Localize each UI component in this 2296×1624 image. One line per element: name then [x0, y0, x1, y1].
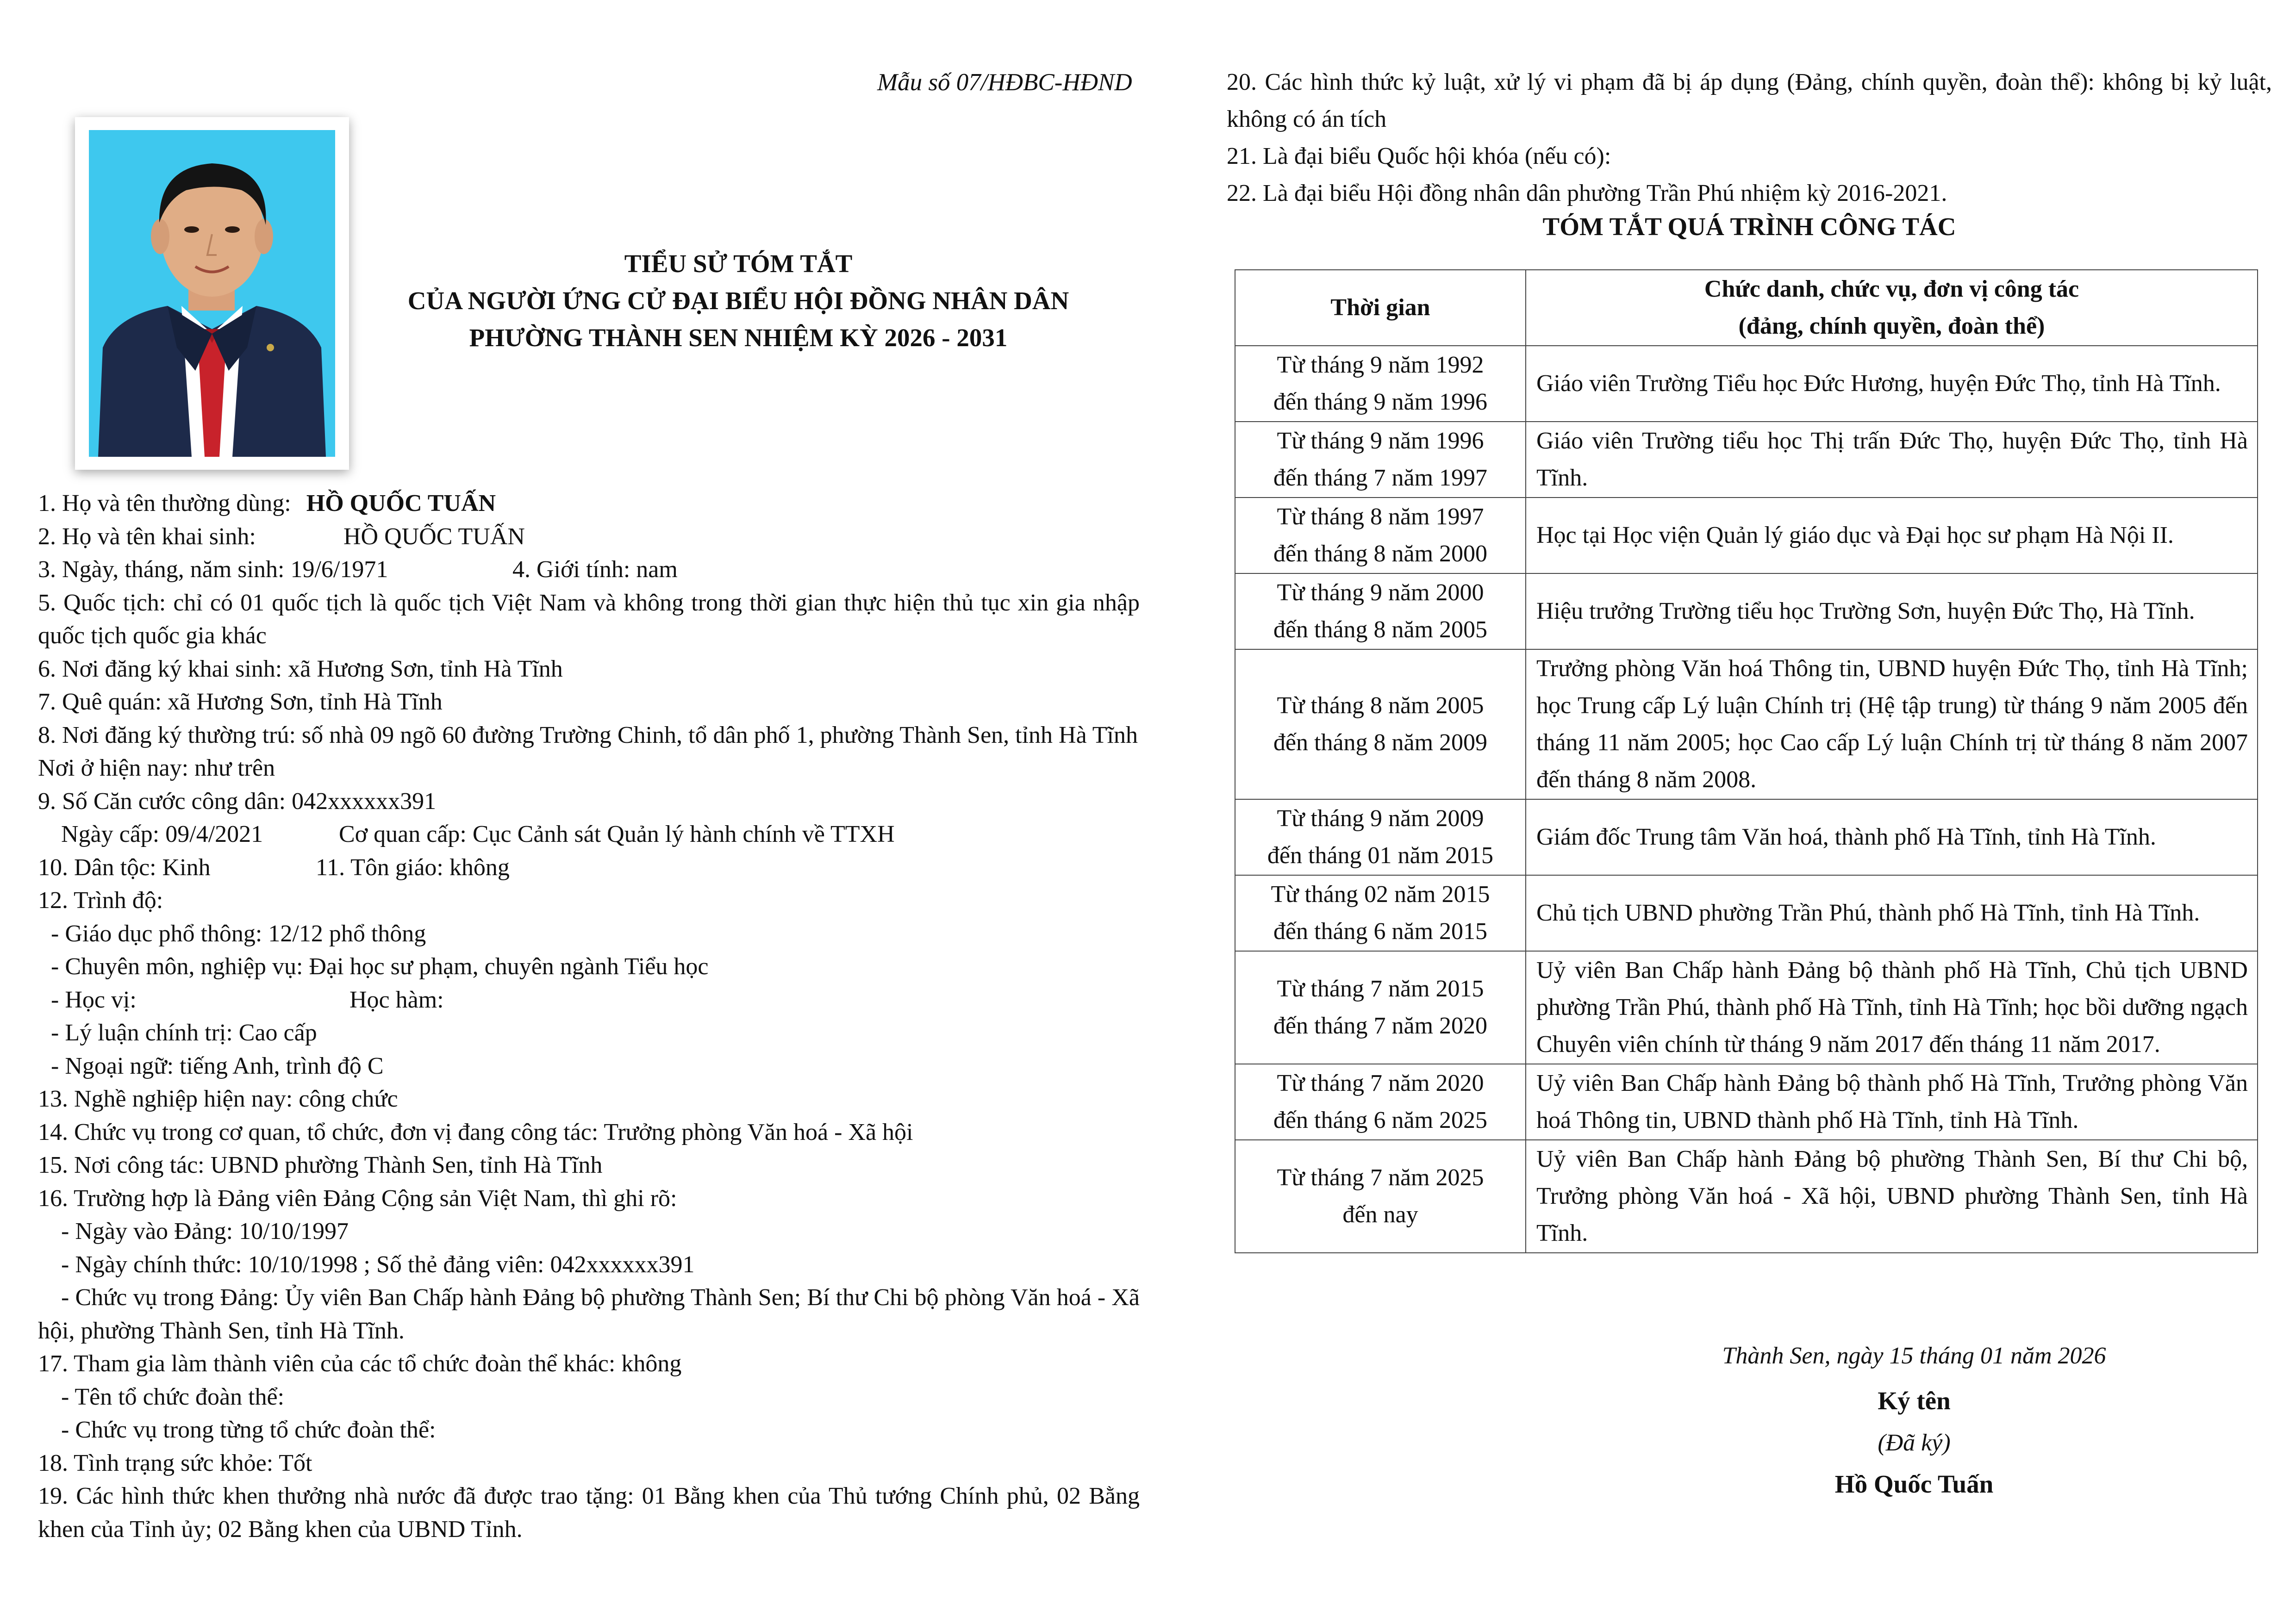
row-description: Giáo viên Trường tiểu học Thị trấn Đức Thọ, huyện Đức Thọ, tỉnh Hà Tĩnh.	[1526, 422, 2258, 498]
header-time: Thời gian	[1235, 270, 1526, 346]
table-row	[1235, 573, 2258, 649]
right-info	[1227, 64, 2272, 212]
info-party-official-date: - Ngày chính thức: 10/10/1998 ; Số thẻ đảng viên: 042xxxxxx391	[61, 1251, 695, 1278]
row-time: Từ tháng 9 năm 2009 đến tháng 01 năm 2015	[1235, 799, 1526, 875]
row-time: Từ tháng 8 năm 1997 đến tháng 8 năm 2000	[1235, 498, 1526, 573]
row-description: Uỷ viên Ban Chấp hành Đảng bộ phường Thành Sen, Bí thư Chi bộ, Trưởng phòng Văn hoá - Xã hội, UBND phường Thành Sen, tỉnh Hà Tĩnh.	[1526, 1140, 2258, 1253]
row-description: Trưởng phòng Văn hoá Thông tin, UBND huyện Đức Thọ, tỉnh Hà Tĩnh; học Trung cấp Lý luận Chính trị (Hệ tập trung) từ tháng 9 năm 2005 đến tháng 11 năm 2005; học Cao cấp Lý luận Chính trị từ tháng 8 năm 2007 đến tháng 8 năm 2008.	[1526, 649, 2258, 799]
info-workplace: 15. Nơi công tác: UBND phường Thành Sen, tỉnh Hà Tĩnh	[38, 1152, 603, 1178]
signature-note: (Đã ký)	[1878, 1430, 1951, 1456]
table-row	[1235, 1140, 2258, 1253]
info-organization-position: - Chức vụ trong từng tổ chức đoàn thể:	[61, 1417, 436, 1443]
document-title	[370, 245, 1106, 356]
info-ethnicity-religion: 10. Dân tộc: Kinh 11. Tôn giáo: không	[38, 854, 510, 881]
row-time: Từ tháng 9 năm 1996 đến tháng 7 năm 1997	[1235, 422, 1526, 498]
row-time: Từ tháng 9 năm 1992 đến tháng 9 năm 1996	[1235, 346, 1526, 422]
work-history-table	[1235, 269, 2258, 1253]
table-row	[1235, 799, 2258, 875]
info-common-name: 1. Họ và tên thường dùng: HỒ QUỐC TUẤN	[38, 490, 496, 516]
info-permanent-address: 8. Nơi đăng ký thường trú: số nhà 09 ngõ 60 đường Trường Chinh, tổ dân phố 1, phường Thành Sen, tỉnh Hà Tĩnh	[38, 722, 1138, 748]
row-description: Uỷ viên Ban Chấp hành Đảng bộ thành phố Hà Tĩnh, Chủ tịch UBND phường Trần Phú, thành phố Hà Tĩnh, tỉnh Hà Tĩnh; học bồi dưỡng ngạch Chuyên viên chính từ tháng 9 năm 2017 đến tháng 11 năm 2017.	[1526, 951, 2258, 1064]
info-organization-name: - Tên tổ chức đoàn thể:	[61, 1383, 285, 1410]
info-occupation: 13. Nghề nghiệp hiện nay: công chức	[38, 1086, 398, 1112]
info-awards: 19. Các hình thức khen thưởng nhà nước đã được trao tặng: 01 Bằng khen của Thủ tướng Chính phủ, 02 Bằng khen của Tỉnh ủy; 02 Bằng khen của UBND Tỉnh.	[38, 1483, 1140, 1543]
info-birth-date-gender: 3. Ngày, tháng, năm sinh: 19/6/1971 4. Giới tính: nam	[38, 556, 678, 583]
title-line-1: TIỂU SỬ TÓM TẮT	[624, 249, 853, 278]
table-row	[1235, 875, 2258, 951]
row-time: Từ tháng 02 năm 2015 đến tháng 6 năm 2015	[1235, 875, 1526, 951]
info-foreign-language: - Ngoại ngữ: tiếng Anh, trình độ C	[51, 1052, 384, 1079]
signature-label: Ký tên	[1878, 1387, 1951, 1415]
info-degree: - Học vị: Học hàm:	[51, 986, 444, 1013]
info-education-heading: 12. Trình độ:	[38, 887, 163, 914]
row-time: Từ tháng 7 năm 2020 đến tháng 6 năm 2025	[1235, 1064, 1526, 1140]
info-party-join-date: - Ngày vào Đảng: 10/10/1997	[61, 1218, 349, 1244]
row-time: Từ tháng 7 năm 2015 đến tháng 7 năm 2020	[1235, 951, 1526, 1064]
work-history-heading: TÓM TẮT QUÁ TRÌNH CÔNG TÁC	[1542, 212, 1956, 241]
portrait-photo	[75, 117, 349, 470]
portrait-photo-icon	[89, 130, 335, 457]
info-birth-registration: 6. Nơi đăng ký khai sinh: xã Hương Sơn, tỉnh Hà Tĩnh	[38, 655, 563, 682]
row-description: Chủ tịch UBND phường Trần Phú, thành phố Hà Tĩnh, tỉnh Hà Tĩnh.	[1526, 875, 2258, 951]
row-time: Từ tháng 9 năm 2000 đến tháng 8 năm 2005	[1235, 573, 1526, 649]
info-hometown: 7. Quê quán: xã Hương Sơn, tỉnh Hà Tĩnh	[38, 689, 443, 715]
info-political-theory: - Lý luận chính trị: Cao cấp	[51, 1020, 317, 1046]
info-party-position: - Chức vụ trong Đảng: Ủy viên Ban Chấp hành Đảng bộ phường Thành Sen; Bí thư Chi bộ phòng Văn hoá - Xã hội, phường Thành Sen, tỉnh Hà Tĩnh.	[38, 1284, 1140, 1344]
title-line-3: PHƯỜNG THÀNH SEN NHIỆM KỲ 2026 - 2031	[469, 324, 1008, 352]
info-organizations: 17. Tham gia làm thành viên của các tổ chức đoàn thể khác: không	[38, 1350, 682, 1377]
info-health: 18. Tình trạng sức khỏe: Tốt	[38, 1450, 312, 1476]
table-row	[1235, 649, 2258, 799]
header-position: Chức danh, chức vụ, đơn vị công tác (đảng, chính quyền, đoàn thể)	[1526, 270, 2258, 346]
table-row	[1235, 346, 2258, 422]
info-specialty: - Chuyên môn, nghiệp vụ: Đại học sư phạm, chuyên ngành Tiểu học	[51, 953, 709, 980]
info-council-membership: 22. Là đại biểu Hội đồng nhân dân phường Trần Phú nhiệm kỳ 2016-2021.	[1227, 180, 1947, 206]
table-row	[1235, 422, 2258, 498]
row-time: Từ tháng 8 năm 2005 đến tháng 8 năm 2009	[1235, 649, 1526, 799]
table-row	[1235, 951, 2258, 1064]
table-header-row	[1235, 270, 2258, 346]
title-line-2: CỦA NGƯỜI ỨNG CỬ ĐẠI BIỂU HỘI ĐỒNG NHÂN DÂN	[407, 286, 1069, 315]
info-discipline: 20. Các hình thức kỷ luật, xử lý vi phạm đã bị áp dụng (Đảng, chính quyền, đoàn thể): không bị kỷ luật, không có án tích	[1227, 69, 2272, 132]
info-current-address: Nơi ở hiện nay: như trên	[38, 755, 275, 781]
table-row	[1235, 1064, 2258, 1140]
info-position: 14. Chức vụ trong cơ quan, tổ chức, đơn vị đang công tác: Trưởng phòng Văn hoá - Xã hội	[38, 1119, 913, 1145]
row-description: Hiệu trưởng Trường tiểu học Trường Sơn, huyện Đức Thọ, Hà Tĩnh.	[1526, 573, 2258, 649]
signature-name: Hồ Quốc Tuấn	[1834, 1470, 1994, 1498]
personal-info	[38, 487, 1140, 1546]
info-party-heading: 16. Trường hợp là Đảng viên Đảng Cộng sản Việt Nam, thì ghi rõ:	[38, 1185, 677, 1212]
info-id-number: 9. Số Căn cước công dân: 042xxxxxx391	[38, 788, 437, 815]
row-time: Từ tháng 7 năm 2025 đến nay	[1235, 1140, 1526, 1253]
row-description: Giáo viên Trường Tiểu học Đức Hương, huyện Đức Thọ, tỉnh Hà Tĩnh.	[1526, 346, 2258, 422]
row-description: Giám đốc Trung tâm Văn hoá, thành phố Hà Tĩnh, tỉnh Hà Tĩnh.	[1526, 799, 2258, 875]
row-description: Học tại Học viện Quản lý giáo dục và Đại học sư phạm Hà Nội II.	[1526, 498, 2258, 573]
info-general-education: - Giáo dục phổ thông: 12/12 phổ thông	[51, 920, 426, 947]
info-national-assembly: 21. Là đại biểu Quốc hội khóa (nếu có):	[1227, 143, 1611, 169]
info-id-issue: Ngày cấp: 09/4/2021 Cơ quan cấp: Cục Cảnh sát Quản lý hành chính về TTXH	[61, 821, 895, 847]
row-description: Uỷ viên Ban Chấp hành Đảng bộ thành phố Hà Tĩnh, Trưởng phòng Văn hoá Thông tin, UBND thành phố Hà Tĩnh, tỉnh Hà Tĩnh.	[1526, 1064, 2258, 1140]
info-birth-name: 2. Họ và tên khai sinh: HỒ QUỐC TUẤN	[38, 523, 525, 550]
table-row	[1235, 498, 2258, 573]
info-nationality: 5. Quốc tịch: chỉ có 01 quốc tịch là quốc tịch Việt Nam và không trong thời gian thực hiện thủ tục xin gia nhập quốc tịch quốc gia khác	[38, 589, 1140, 649]
signature-date: Thành Sen, ngày 15 tháng 01 năm 2026	[1722, 1343, 2106, 1369]
form-number: Mẫu số 07/HĐBC-HĐND	[877, 69, 1132, 96]
